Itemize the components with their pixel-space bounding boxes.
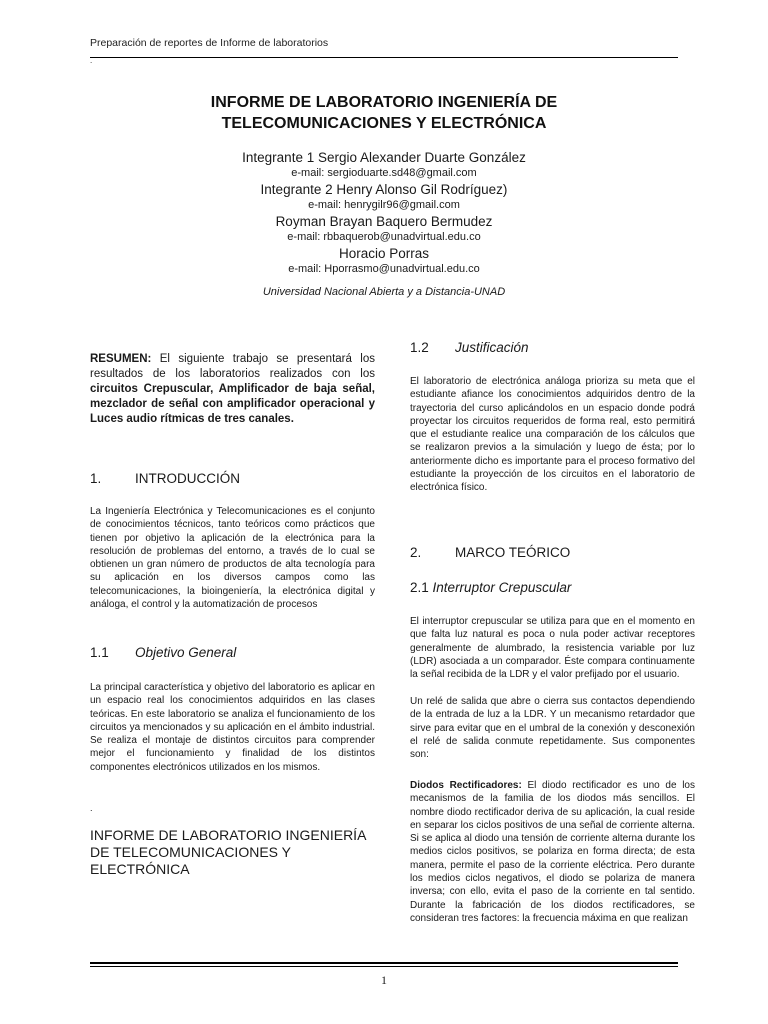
crepuscular-paragraph-1: El interruptor crepuscular se utiliza para que en el momento en que falta luz natural es poca o nula poder activar receptores generalmente de alumbrado, la resistencia variable por luz (LDR) asociada a un comparador. Éste compara continuamente la señal recibida de la LDR y el valor prefijado por el usuario. (410, 616, 695, 681)
subsection-title: Interruptor Crepuscular (432, 580, 572, 595)
subsection-number: 1.1 (90, 645, 109, 660)
section-title: MARCO TEÓRICO (455, 545, 571, 560)
page-number: 1 (381, 973, 387, 987)
repeated-title: INFORME DE LABORATORIO INGENIERÍA DE TELECOMUNICACIONES Y ELECTRÓNICA (90, 827, 366, 877)
diodos-text: El diodo rectificador es uno de los mecanismos de la familia de los diodos más sencillos. El nombre diodo rectificador deriva de su aplicación, la cual reside en separar los ciclos positivos de una señal de corriente alterna. Si se aplica al diodo una tensión de corriente alterna durante los medios ciclos positivos, se polariza en forma directa; de esta manera, permite el paso de la corriente eléctrica. Pero durante los medios ciclos negativos, el diodo se polariza de manera inversa; con ello, evita el paso de la corriente en tal sentido. Durante la fabricación de los diodos rectificadores, se consideran tres factores: la frecuencia máxima en que realizan (410, 780, 695, 924)
section-title: INTRODUCCIÓN (135, 471, 240, 486)
subsection-heading-interruptor (410, 580, 695, 595)
author-email: e-mail: Hporrasmo@unadvirtual.edu.co (288, 263, 480, 275)
crepuscular-paragraph-2: Un relé de salida que abre o cierra sus contactos dependiendo de la entrada de luz a la LDR. Y un mecanismo retardador que sirve para evitar que en el umbral de la conexión y desconexión el relé de salida conmute repetidamente. Sus componentes son: (410, 696, 695, 761)
subsection-heading-objetivo (90, 645, 375, 660)
header-rule (90, 57, 678, 58)
author-email: e-mail: henrygilr96@gmail.com (308, 199, 460, 211)
diodos-paragraph (410, 779, 695, 925)
paper-title-line-1: INFORME DE LABORATORIO INGENIERÍA DE (210, 94, 558, 111)
author-email: e-mail: rbbaquerob@unadvirtual.edu.co (287, 231, 481, 243)
subsection-heading-justificacion (410, 340, 695, 355)
subsection-number: 2.1 (410, 580, 429, 595)
footer-rule-thin (90, 966, 678, 967)
affiliation: Universidad Nacional Abierta y a Distancia-UNAD (262, 286, 506, 298)
stray-dot: . (90, 803, 93, 813)
section-heading-introduccion (90, 471, 375, 486)
title-block (90, 92, 678, 300)
abstract-bold-text: circuitos Crepuscular, Amplificador de baja señal, mezclador de señal con amplificador operacional y Luces audio rítmicas de tres canales. (90, 383, 375, 425)
abstract (90, 352, 375, 427)
author-name: Integrante 2 Henry Alonso Gil Rodríguez) (260, 182, 508, 197)
subsection-title: Objetivo General (135, 645, 237, 660)
author-name: Royman Brayan Baquero Bermudez (275, 214, 493, 229)
running-header: Preparación de reportes de Informe de laboratorios (90, 37, 329, 49)
author-name: Horacio Porras (338, 246, 430, 261)
section-heading-marco-teorico (410, 545, 695, 560)
header-dot: . (90, 56, 93, 65)
paper-title-line-2: TELECOMUNICACIONES Y ELECTRÓNICA (221, 115, 547, 132)
objective-paragraph: La principal característica y objetivo del laboratorio es aplicar en un espacio real los conocimientos adquiridos en las clases teóricas. En este laboratorio se analiza el funcionamiento de los circuitos ya mencionados y su aplicación en el ámbito industrial. Se realiza el montaje de distintos circuitos para comprender mejor el funcionamiento y finalidad de los distintos componentes electrónicos utilizados en los mismos. (90, 682, 375, 773)
author-name: Integrante 1 Sergio Alexander Duarte González (242, 150, 526, 165)
author-email: e-mail: sergioduarte.sd48@gmail.com (291, 167, 477, 179)
author-list (90, 149, 678, 277)
abstract-label: RESUMEN: (90, 353, 152, 365)
section-number: 2. (410, 545, 422, 560)
section-number: 1. (90, 471, 102, 486)
intro-paragraph: La Ingeniería Electrónica y Telecomunicaciones es el conjunto de conocimientos técnicos, tanto teóricos como prácticos que tienen por objetivo la aplicación de la electrónica para la resolución de problemas del entorno, a través de lo cual se obtienen un gran número de productos de alta tecnología para su aplicación en los diversos campos como las telecomunicaciones, la bioingeniería, la electrónica digital y análoga, el control y la automatización de procesos (90, 506, 375, 611)
justification-paragraph: El laboratorio de electrónica análoga prioriza su meta que el estudiante afiance los conocimientos adquiridos dentro de la trayectoria del curso aplicándolos en un espacio donde podrá proyectar los circuitos requeridos de forma real, esto permitirá que el estudiante realice una comparación de los cálculos que se realizaron previos a la simulación y luego de ésta; por lo anteriormente dicho es importante para el proceso formativo del estudiante la proyección de los circuitos en el laboratorio de electrónica físico. (410, 376, 695, 494)
footer-rule-thick (90, 962, 678, 964)
subsection-number: 1.2 (410, 340, 429, 355)
abstract-text: El siguiente trabajo se presentará los resultados de los laboratorios realizados con los (90, 353, 375, 380)
subsection-title: Justificación (455, 340, 529, 355)
diodos-label: Diodos Rectificadores: (410, 780, 522, 791)
